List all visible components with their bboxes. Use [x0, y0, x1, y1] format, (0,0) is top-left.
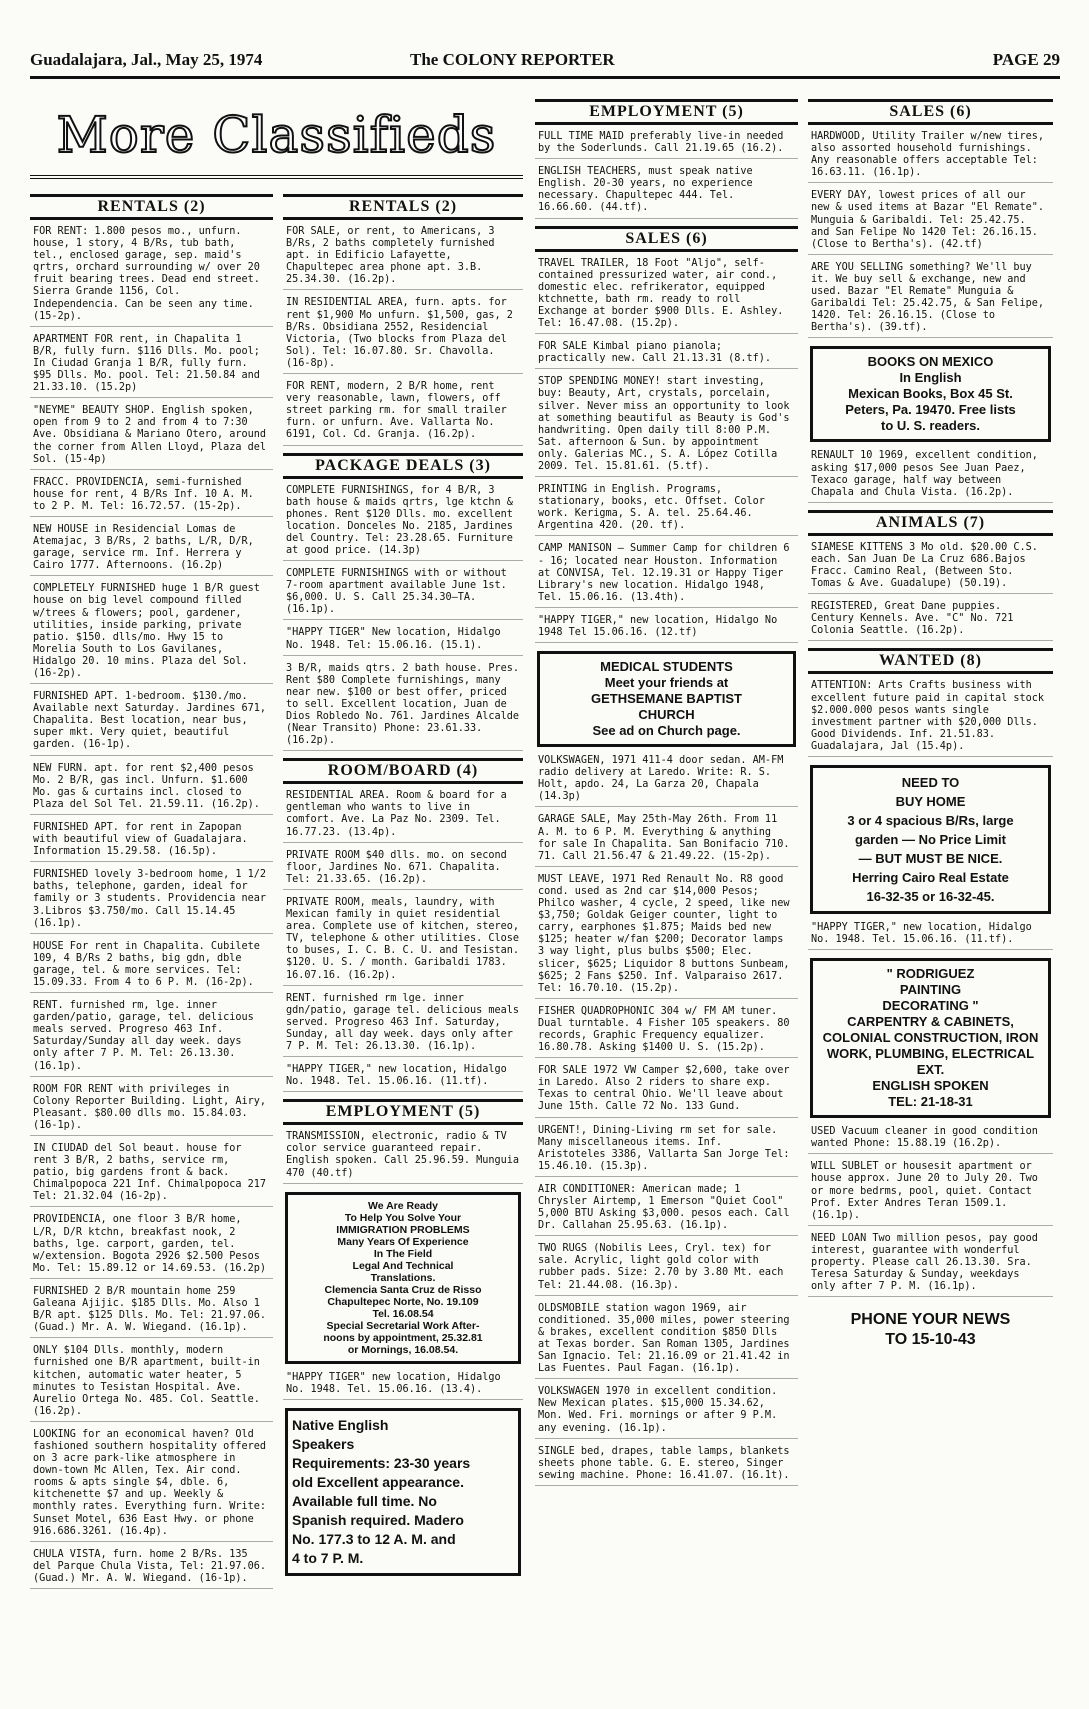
box-ad-line: Available full time. No — [292, 1492, 437, 1509]
box-ad-line: TO 15-10-43 — [885, 1331, 976, 1349]
classified-ad: TWO RUGS (Nobilis Lees, Cryl. tex) for sale. Acrylic, light gold color with rubber pads. Size: 2.70 by 3.80 Mt. each Tel: 21.44.08. (16.3p). — [535, 1243, 798, 1295]
classified-ad: RESIDENTIAL AREA. Room & board for a gentleman who wants to live in comfort. Ave. La Paz No. 2309. Tel. 16.77.23. (13.4p). — [283, 790, 523, 842]
box-ad-line: Speakers — [292, 1435, 355, 1452]
classified-ad: FURNISHED APT. for rent in Zapopan with beautiful view of Guadalajara. Information 15.29.58. (16.5p). — [30, 822, 273, 862]
classified-ad: COMPLETELY FURNISHED huge 1 B/R guest house on big level compound filled w/trees & flowers; pool, gardener, utilities, inside parking, private patio. $150. dlls/mo. Hwy 15 to Morelia South to Los Gavilanes, Hidalgo 20. 10 mins. Plaza del Sol. (16-2p). — [30, 583, 273, 684]
classified-ad: IN CIUDAD del Sol beaut. house for rent 3 B/R, 2 baths, service rm, patio, big gardens front & back. Chimalpopoca 221 Inf. Chimalpopoca 217 Tel: 21.32.04 (16-2p). — [30, 1143, 273, 1207]
section-heading: EMPLOYMENT (5) — [283, 1099, 523, 1125]
classified-ad: NEW FURN. apt. for rent $2,400 pesos Mo. 2 B/R, gas incl. Unfurn. $1.600 Mo. gas & curtains incl. closed to Plaza del Sol Tel. 21.59.11. (16.2p). — [30, 763, 273, 815]
section-heading: WANTED (8) — [808, 648, 1053, 674]
classified-ad: COMPLETE FURNISHINGS, for 4 B/R, 3 bath house & maids qrtrs, lge ktchn & phones. Rent $120 Dlls. mo. excellent location. Donceles No. 2185, Jardines del Country. Tel: 23.28.65. Furniture at good price. (14.3p) — [283, 485, 523, 562]
box-ad-line: to U. S. readers. — [881, 418, 980, 434]
ad-list — [535, 258, 798, 644]
classified-ad: PROVIDENCIA, one floor 3 B/R home, L/R, D/R ktchn, breakfast nook, 2 baths, lge. carport, garden, tel. w/extension. Bogota 2926 $2.500 Pesos Mo. Tel: 15.89.12 or 14.69.53. (16.2p) — [30, 1214, 273, 1278]
ad-list — [808, 131, 1053, 338]
classified-ad: RENT. furnished rm lge. inner gdn/patio, garage tel. delicious meals served. Progreso 463 Inf. Saturday, Sunday, all day week. days only after 7 P. M. Tel: 26.13.30. (16.1p). — [283, 993, 523, 1057]
classified-ad: FOR SALE 1972 VW Camper $2,600, take over in Laredo. Also 2 riders to share exp. Texas to central Ohio. We'll leave about June 15th. Calle 72 No. 133 Gund. — [535, 1065, 798, 1117]
box-ad-line: 16-32-35 or 16-32-45. — [866, 889, 995, 904]
ad-list — [283, 1131, 523, 1183]
classified-ad: ARE YOU SELLING something? We'll buy it. We buy sell & exchange, new and used. Bazar "El Remate" Munguia & Garibaldi Tel: 25.42.75, & San Felipe, 1420. Tel: 26.16.15. (Close to Bertha's). (39.tf). — [808, 262, 1053, 339]
classified-ad: RENAULT 10 1969, excellent condition, asking $17,000 pesos See Juan Paez, Texaco garage, half way between Chapala and Chula Vista. (16.2p). — [808, 450, 1053, 502]
box-ad-line: BUY HOME — [895, 794, 966, 809]
box-ad-line: Spanish required. Madero — [292, 1511, 464, 1528]
ad-list — [808, 1126, 1053, 1297]
classified-ad: CHULA VISTA, furn. home 2 B/Rs. 135 del Parque Chula Vista, Tel: 21.97.06. (Guad.) Mr. A. W. Wiegand. (16-1p). — [30, 1549, 273, 1589]
medical-students-box-ad — [537, 651, 796, 747]
classified-ad: IN RESIDENTIAL AREA, furn. apts. for rent $1,900 Mo unfurn. $1,500, gas, 2 B/Rs. Obsidiana 2552, Residencial Victoria, (Two blocks from Plaza del Sol). Tel: 16.07.80. Sr. Chavolla. (16-8p). — [283, 297, 523, 374]
classified-ad: "NEYME" BEAUTY SHOP. English spoken, open from 9 to 2 and from 4 to 7:30 Ave. Obsidiana & Mariano Otero, around the corner from Allen Lloyd, Plaza del Sol. (15-4p) — [30, 405, 273, 469]
box-ad-line: MEDICAL STUDENTS — [600, 659, 733, 675]
box-ad-line: CHURCH — [638, 707, 695, 723]
classified-ad: RENT. furnished rm, lge. inner garden/patio, garage, tel. delicious meals served. Progreso 463 Inf. Saturday/Sunday all day week. days only after 7 P. M. Tel: 26.13.30. (16.1p). — [30, 1000, 273, 1077]
section-heading: SALES (6) — [535, 226, 798, 252]
classified-ad: VOLKSWAGEN, 1971 411-4 door sedan. AM-FM radio delivery at Laredo. Write: R. S. Holt, apdo. 24, La Garza 20, Chapala (14.3p) — [535, 755, 798, 807]
box-ad-line: To Help You Solve Your — [344, 1211, 462, 1224]
classified-ad: FRACC. PROVIDENCIA, semi-furnished house for rent, 4 B/Rs Inf. 10 A. M. to 2 P. M. Tel: 16.72.57. (15-2p). — [30, 477, 273, 517]
box-ad-line: BOOKS ON MEXICO — [867, 354, 994, 370]
box-ad-line: Special Secretarial Work After- — [326, 1319, 480, 1332]
box-ad-line: or Mornings, 16.08.54. — [347, 1343, 459, 1356]
box-ad-line: 3 or 4 spacious B/Rs, large — [847, 813, 1014, 828]
classified-ad: COMPLETE FURNISHINGS with or without 7-room apartment available June 1st. $6,000. U. S. Call 25.34.30—TA. (16.1p). — [283, 568, 523, 620]
ad-list — [283, 485, 523, 752]
classified-ad: GARAGE SALE, May 25th-May 26th. From 11 A. M. to 6 P. M. Everything & anything for sale In Chapalita. San Bonifacio 710. 71. Call 21.56.47 & 21.49.22. (15-2p). — [535, 814, 798, 866]
classified-ad: MUST LEAVE, 1971 Red Renault No. R8 good cond. used as 2nd car $14,000 Pesos; Philco washer, 4 cycle, 2 speed, like new $3,750; Goldak Geiger counter, light to carry, earphones $1.875; Maids bed new $125; heater w/fan $200; Decorator lamps 3 way light, plus bulbs $500; Elec. slicer, $625; Liquidor 8 buttons Sunbeam, $625; 2 Fans $250. Inf. Valparaiso 2617. Tel: 16.70.10. (15.2p). — [535, 874, 798, 999]
classified-ad: ONLY $104 Dlls. monthly, modern furnished one B/R apartment, built-in kitchen, automatic water heater, 5 minutes to Tesistan Hospital. Ave. Aurelio Ortega No. 485. Col. Seattle. (16.2p). — [30, 1345, 273, 1422]
section-heading: SALES (6) — [808, 99, 1053, 125]
classified-ad: LOOKING for an economical haven? Old fashioned southern hospitality offered on 3 acre park-like atmosphere in down-town Mc Allen, Tex. Air cond. rooms & apts single $4, dble. 6, kitchenette $7 and up. Weekly & monthly rates. Everything furn. Write: Sunset Motel, 636 East Hwy. or phone 916.686.3261. (16.4p). — [30, 1429, 273, 1542]
box-ad-line: See ad on Church page. — [592, 723, 741, 739]
ad-list — [30, 226, 273, 1589]
box-ad-line: PAINTING — [899, 982, 962, 998]
box-ad-line: Clemencia Santa Cruz de Risso — [324, 1283, 482, 1296]
classified-ad: TRAVEL TRAILER, 18 Foot "Aljo", self-contained pressurized water, air cond., domestic elec. refrikerator, equipped ktchnette, bath rm. ready to roll Exchange at border $900 Dlls. E. Ashley. Tel: 16.47.08. (15.2p). — [535, 258, 798, 335]
ad-list — [535, 131, 798, 219]
ad-list — [283, 226, 523, 446]
header-dateline: Guadalajara, Jal., May 25, 1974 — [30, 50, 263, 69]
box-ad-line: Herring Cairo Real Estate — [852, 870, 1009, 885]
ad-list — [283, 790, 523, 1092]
box-ad-line: Legal And Technical — [352, 1259, 454, 1272]
box-ad-line: Chapultepec Norte, No. 19.109 — [327, 1295, 479, 1308]
box-ad-line: GETHSEMANE BAPTIST — [591, 691, 742, 707]
column-3 — [535, 95, 798, 1493]
box-ad-line: Meet your friends at — [604, 675, 729, 691]
classified-ad: "HAPPY TIGER" new location, Hidalgo No. 1948. Tel. 15.06.16. (13.4). — [283, 1372, 523, 1400]
classified-ad: PRINTING in English. Programs, stationary, books, etc. Offset. Color work. Kerigma, S. A. tel. 25.64.46. Argentina 420. (20. tf). — [535, 484, 798, 536]
box-ad-line: IMMIGRATION PROBLEMS — [336, 1223, 470, 1236]
classified-ad: ENGLISH TEACHERS, must speak native English. 20-30 years, no experience necessary. Chapultepec 444. Tel. 16.66.60. (44.tf). — [535, 166, 798, 218]
classified-ad: FOR SALE, or rent, to Americans, 3 B/Rs, 2 baths completely furnished apt. in Edificio Lafayette, Chapultepec area phone apt. 3.B. 25.34.30. (16.2p). — [283, 226, 523, 290]
column-4 — [808, 95, 1053, 1363]
classified-ad: TRANSMISSION, electronic, radio & TV color service guaranteed repair. English spoken. Call 25.96.59. Munguia 470 (40.tf) — [283, 1131, 523, 1183]
classified-ad: FOR RENT, modern, 2 B/R home, rent very reasonable, lawn, flowers, off street parking rm. for small trailer furn. or unfurn. Ave. Vallarta No. 6191, Col. Cd. Granja. (16.2p). — [283, 381, 523, 445]
header-page-number: PAGE 29 — [992, 50, 1060, 69]
box-ad-line: " RODRIGUEZ — [886, 966, 975, 982]
classified-ad: OLDSMOBILE station wagon 1969, air conditioned. 35,000 miles, power steering & brakes, excellent condition $850 Dlls at Texas border. San Roman 1305, Jardines San Ignacio. Tel: 21.16.09 or 21.41.42 in Las Fuentes. Paul Fagan. (16.1p). — [535, 1303, 798, 1380]
box-ad-line: old Excellent appearance. — [292, 1473, 464, 1490]
classified-ad: USED Vacuum cleaner in good condition wanted Phone: 15.88.19 (16.2p). — [808, 1126, 1053, 1154]
classified-ad: FOR RENT: 1.800 pesos mo., unfurn. house, 1 story, 4 B/Rs, tub bath, tel., enclosed garage, sep. maid's qrtrs, orchard surrounding w/ over 20 fruit bearing trees. Dead end street. Sierra Grande 1156, Col. Independencia. Can be seen any time. (15-2p). — [30, 226, 273, 327]
box-ad-line: ENGLISH SPOKEN — [872, 1078, 989, 1094]
classified-ad: SINGLE bed, drapes, table lamps, blankets sheets phone table. G. E. stereo, Singer sewing machine. Phone: 16.41.07. (16.1t). — [535, 1446, 798, 1486]
box-ad-line: We Are Ready — [367, 1199, 439, 1212]
classified-ad: FISHER QUADROPHONIC 304 w/ FM AM tuner. Dual turntable. 4 Fisher 105 speakers. 80 records, Graphic Frequency equalizer. 16.80.78. Asking $1400 U. S. (15.2p). — [535, 1006, 798, 1058]
classified-ad: PRIVATE ROOM $40 dlls. mo. on second floor, Jardines No. 671. Chapalita. Tel: 21.33.65. (16.2p). — [283, 850, 523, 890]
classified-ad: HARDWOOD, Utility Trailer w/new tires, also assorted household furnishings. Any reasonable offers acceptable Tel: 16.63.11. (16.1p). — [808, 131, 1053, 183]
classified-ad: FULL TIME MAID preferably live-in needed by the Soderlunds. Call 21.19.65 (16.2). — [535, 131, 798, 159]
box-ad-line: CARPENTRY & CABINETS, COLONIAL CONSTRUCTION, IRON WORK, PLUMBING, ELECTRICAL EXT. — [822, 1014, 1039, 1078]
classified-ad: CAMP MANISON — Summer Camp for children 6 - 16; located near Houston. Information at CONVISA, Tel. 12.19.31 or Happy Tiger Library's new location. Hidalgo 1948, Tel. 15.06.16. (13.4th). — [535, 543, 798, 607]
box-ad-line: In The Field — [373, 1247, 433, 1260]
ad-list — [808, 922, 1053, 950]
section-heading: RENTALS (2) — [283, 194, 523, 220]
ad-list — [808, 680, 1053, 757]
box-ad-line: Requirements: 23-30 years — [292, 1454, 471, 1471]
classified-ad: NEW HOUSE in Residencial Lomas de Atemajac, 3 B/Rs, 2 baths, L/R, D/R, garage, service rm. Inf. Herrera y Cairo 1777. Afternoons. (16.2p) — [30, 524, 273, 576]
box-ad-line: 4 to 7 P. M. — [292, 1549, 364, 1566]
classified-ad: FURNISHED 2 B/R mountain home 259 Galeana Ajijic. $185 Dlls. Mo. Also 1 B/R apt. $125 Dlls. Mo. Tel: 21.97.06. (Guad.) Mr. A. W. Wiegand. (16.1p). — [30, 1286, 273, 1338]
classified-ad: FOR SALE Kimbal piano pianola; practically new. Call 21.13.31 (8.tf). — [535, 341, 798, 369]
classified-ad: "HAPPY TIGER," new location, Hidalgo No. 1948. Tel. 15.06.16. (11.tf). — [808, 922, 1053, 950]
classified-ad: FURNISHED lovely 3-bedroom home, 1 1/2 baths, telephone, garden, ideal for family or 3 students. Providencia near 3.Libros $3.750/mo. Call 15.14.45 (16.1p). — [30, 869, 273, 933]
classified-ad: "HAPPY TIGER" New location, Hidalgo No. 1948. Tel: 15.06.16. (15.1). — [283, 627, 523, 655]
box-ad-line: DECORATING " — [882, 998, 979, 1014]
header-paper-name: The COLONY REPORTER — [410, 50, 615, 69]
box-ad-line: Tel. 16.08.54 — [372, 1307, 434, 1320]
ad-list — [535, 755, 798, 1486]
immigration-box-ad — [285, 1192, 521, 1364]
box-ad-line: In English — [899, 370, 962, 386]
classified-ad: NEED LOAN Two million pesos, pay good interest, guarantee with wonderful property. Please call 26.13.30. Sra. Teresa Saturday & Sunday, weekdays only after 7 P. M. (16.1p). — [808, 1233, 1053, 1297]
section-heading: ROOM/BOARD (4) — [283, 758, 523, 784]
column-2 — [283, 190, 523, 1584]
classified-ad: EVERY DAY, lowest prices of all our new & used items at Bazar "El Remate". Munguia & Garibaldi. Tel: 25.42.75. and San Felipe No 1420 Tel: 26.16.15. (Close to Bertha's). (42.tf) — [808, 190, 1053, 254]
box-ad-line: garden — No Price Limit — [855, 832, 1006, 847]
box-ad-line: TEL: 21-18-31 — [888, 1094, 973, 1110]
classified-ad: "HAPPY TIGER," new location, Hidalgo No 1948 Tel 15.06.16. (12.tf) — [535, 615, 798, 643]
classified-ad: URGENT!, Dining-Living rm set for sale. Many miscellaneous items. Inf. Aristoteles 3386, Vallarta San Jorge Tel: 15.46.10. (15.3p). — [535, 1125, 798, 1177]
ad-list — [283, 1372, 523, 1400]
ad-list — [808, 450, 1053, 502]
ad-list — [808, 542, 1053, 642]
box-ad-line: Native English — [292, 1416, 389, 1433]
classified-ad: HOUSE For rent in Chapalita. Cubilete 109, 4 B/Rs 2 baths, big gdn, dble garage, tel. & more services. Tel: 15.09.33. From 4 to 6 P. M. (16-2p). — [30, 941, 273, 993]
native-english-box-ad — [285, 1408, 521, 1576]
classified-ad: STOP SPENDING MONEY! start investing, buy: Beauty, Art, crystals, porcelain, silver. Never miss an opportunity to look at something beautiful as Beauty is God's handwriting. Open daily till 8:00 P.M. Sat. afternoon & Sun. by appointment only. Galerias MC., S. A. López Cotilla 2009. Tel. 15.81.61. (5.tf). — [535, 376, 798, 477]
box-ad-line: No. 177.3 to 12 A. M. and — [292, 1530, 456, 1547]
books-on-mexico-box-ad — [810, 346, 1051, 442]
classified-ad: SIAMESE KITTENS 3 Mo old. $20.00 C.S. each. San Juan De La Cruz 686.Bajos Fracc. Camino Real, (Between Sto. Tomas & Ave. Guadalupe) (50.19). — [808, 542, 1053, 594]
classified-ad: APARTMENT FOR rent, in Chapalita 1 B/R, fully furn. $116 Dlls. Mo. pool; In Ciudad Granja 1 B/R, fully furn. $95 Dlls. Mo. pool. Tel: 21.50.84 and 21.33.10. (15.2p) — [30, 334, 273, 398]
classified-ad: AIR CONDITIONER: American made; 1 Chrysler Airtemp, 1 Emerson "Quiet Cool" 5,000 BTU Asking $3,000. pesos each. Call Dr. Callahan 25.95.63. (16.1p). — [535, 1184, 798, 1236]
classified-ad: REGISTERED, Great Dane puppies. Century Kennels. Ave. "C" No. 721 Colonia Seattle. (16.2p). — [808, 601, 1053, 641]
classified-ad: FURNISHED APT. 1-bedroom. $130./mo. Available next Saturday. Jardines 671, Chapalita. Best location, near bus, super mkt. Very quiet, beautiful garden. (16-1p). — [30, 691, 273, 755]
box-ad-line: Many Years Of Experience — [337, 1235, 469, 1248]
phone-your-news-footer — [810, 1305, 1051, 1355]
box-ad-line: — BUT MUST BE NICE. — [858, 851, 1003, 866]
classified-ad: 3 B/R, maids qtrs. 2 bath house. Pres. Rent $80 Complete furnishings, many near new. $100 or best offer, priced to sell. Excellent location, Juan de Dios Robledo No. 761. Jardines Alcalde (Near Transito) Phone: 23.61.33. (16.2p). — [283, 663, 523, 752]
box-ad-line: Translations. — [370, 1271, 436, 1284]
need-to-buy-home-box-ad — [810, 765, 1051, 914]
page-header — [30, 44, 1060, 79]
section-heading: PACKAGE DEALS (3) — [283, 453, 523, 479]
column-1 — [30, 190, 273, 1596]
section-heading: ANIMALS (7) — [808, 510, 1053, 536]
classified-ad: ATTENTION: Arts Crafts business with excellent future paid in capital stock $2.000.000 pesos wants single investment partner with $20,000 Dlls. Good Dividends. Inf. 21.51.83. Guadalajara, Jal (15.4p). — [808, 680, 1053, 757]
box-ad-line: Mexican Books, Box 45 St. — [848, 386, 1013, 402]
classified-ad: PRIVATE ROOM, meals, laundry, with Mexican family in quiet residential area. Complete use of kitchen, stereo, TV, telephone & other utilities. Close to buses, I. C. B. C. U. and Tesistan. $120. U. S. / month. Garibaldi 1783. 16.07.16. (16.2p). — [283, 897, 523, 986]
masthead-title: More Classifieds — [30, 95, 523, 179]
box-ad-line: PHONE YOUR NEWS — [850, 1311, 1011, 1329]
box-ad-line: Peters, Pa. 19470. Free lists — [845, 402, 1016, 418]
classified-ad: VOLKSWAGEN 1970 in excellent condition. New Mexican plates. $15,000 15.34.62, Mon. Wed. Fri. mornings or after 9 P.M. any evening. (16.1p). — [535, 1386, 798, 1438]
box-ad-line: noons by appointment, 25.32.81 — [323, 1331, 483, 1344]
rodriguez-painting-box-ad — [810, 958, 1051, 1118]
section-heading: EMPLOYMENT (5) — [535, 99, 798, 125]
box-ad-line: NEED TO — [901, 775, 960, 790]
section-heading: RENTALS (2) — [30, 194, 273, 220]
classified-ad: "HAPPY TIGER," new location, Hidalgo No. 1948. Tel. 15.06.16. (11.tf). — [283, 1064, 523, 1092]
classified-ad: WILL SUBLET or housesit apartment or house approx. June 20 to July 20. Two or more bedrms, pool, quiet. Contact Prof. Exter Andres Teran 1509.1. (16.1p). — [808, 1161, 1053, 1225]
classified-ad: ROOM FOR RENT with privileges in Colony Reporter Building. Light, Airy, Pleasant. $80.00 dlls mo. 15.84.03. (16-1p). — [30, 1084, 273, 1136]
